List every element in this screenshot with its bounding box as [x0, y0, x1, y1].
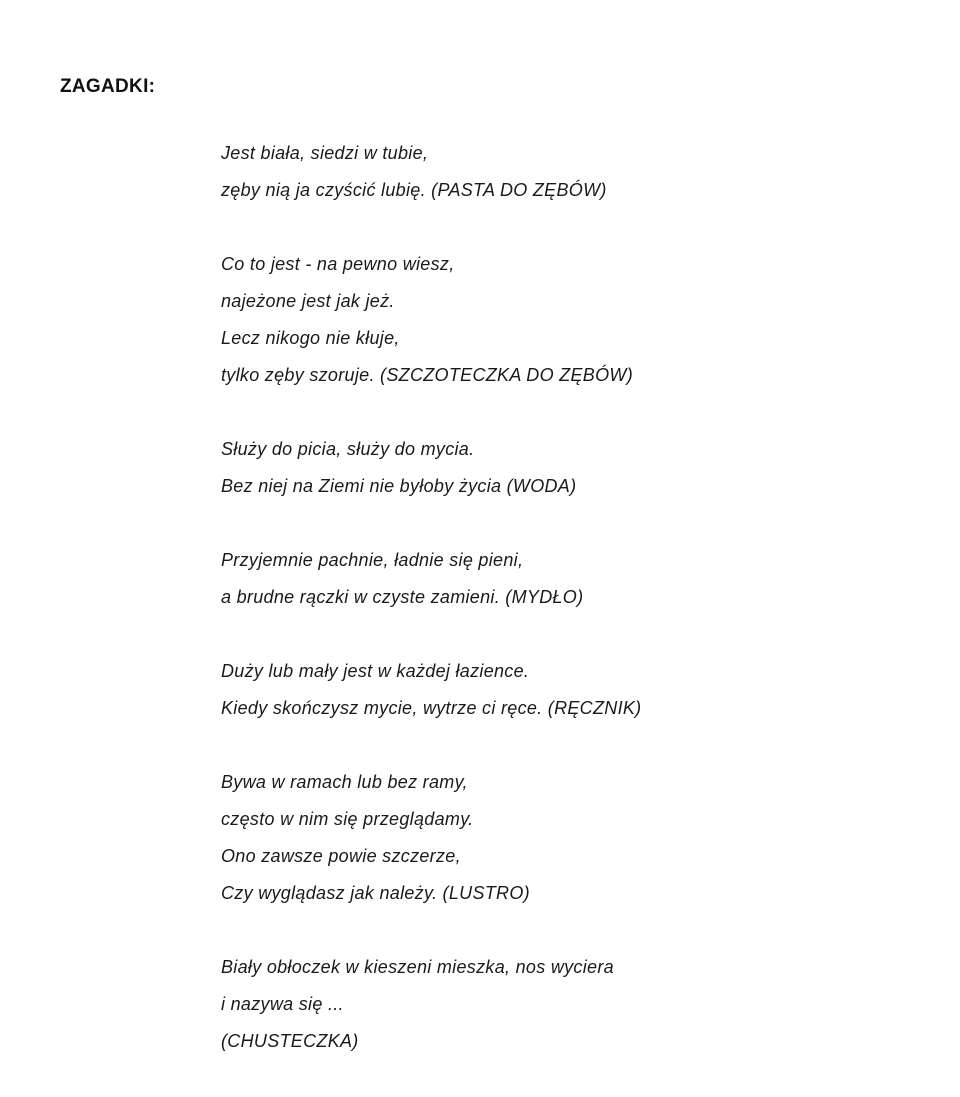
riddle-toothpaste	[221, 135, 921, 209]
riddle-line: zęby nią ja czyścić lubię. (PASTA DO ZĘBÓW)	[221, 180, 607, 200]
riddle-line: Służy do picia, służy do mycia.	[221, 439, 475, 459]
riddle-toothbrush	[221, 246, 921, 394]
riddle-tissue	[221, 949, 921, 1060]
riddle-line: Przyjemnie pachnie, ładnie się pieni,	[221, 550, 524, 570]
riddle-water	[221, 431, 921, 505]
riddle-line: Co to jest - na pewno wiesz,	[221, 254, 455, 274]
riddle-line: Czy wyglądasz jak należy. (LUSTRO)	[221, 883, 530, 903]
riddle-line: Jest biała, siedzi w tubie,	[221, 143, 429, 163]
riddle-line: tylko zęby szoruje. (SZCZOTECZKA DO ZĘBÓW)	[221, 365, 633, 385]
riddle-mirror	[221, 764, 921, 912]
riddle-line: Duży lub mały jest w każdej łazience.	[221, 661, 530, 681]
riddle-line: a brudne rączki w czyste zamieni. (MYDŁO)	[221, 587, 584, 607]
riddle-line: często w nim się przeglądamy.	[221, 809, 474, 829]
riddle-line: Bez niej na Ziemi nie byłoby życia (WODA)	[221, 476, 577, 496]
riddle-line: najeżone jest jak jeż.	[221, 291, 395, 311]
riddle-line: (CHUSTECZKA)	[221, 1031, 359, 1051]
riddle-line: Kiedy skończysz mycie, wytrze ci ręce. (RĘCZNIK)	[221, 698, 642, 718]
riddle-line: Biały obłoczek w kieszeni mieszka, nos wyciera	[221, 957, 614, 977]
page-heading: ZAGADKI:	[60, 76, 156, 97]
riddle-soap	[221, 542, 921, 616]
riddle-line: Bywa w ramach lub bez ramy,	[221, 772, 468, 792]
riddle-list	[221, 135, 921, 1097]
riddle-line: Ono zawsze powie szczerze,	[221, 846, 461, 866]
riddle-line: i nazywa się ...	[221, 994, 344, 1014]
riddle-towel	[221, 653, 921, 727]
riddle-line: Lecz nikogo nie kłuje,	[221, 328, 400, 348]
